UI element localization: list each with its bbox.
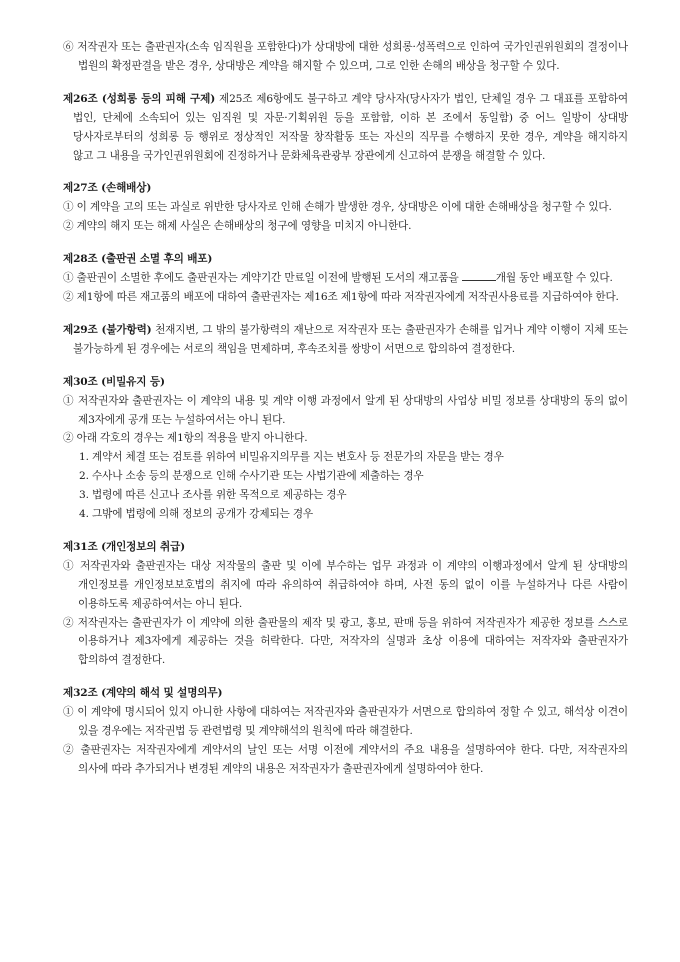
article-29-paragraph xyxy=(63,321,628,359)
article-30-subitem-2: 2. 수사나 소송 등의 분쟁으로 인해 수사기관 또는 사법기관에 제출하는 경우 xyxy=(79,470,424,483)
article-28 xyxy=(63,250,628,307)
article-26-paragraph xyxy=(63,90,628,166)
article-30-subitem-3: 3. 법령에 따른 신고나 조사를 위한 목적으로 제공하는 경우 xyxy=(79,489,347,502)
article-30-subitem-1: 1. 계약서 체결 또는 검토를 위하여 비밀유지의무를 지는 변호사 등 전문가의 자문을 받는 경우 xyxy=(79,451,504,464)
article-27-title: 제27조 (손해배상) xyxy=(63,182,152,195)
article-32-title: 제32조 (계약의 해석 및 설명의무) xyxy=(63,687,223,700)
article-27-item-2: ② 계약의 해지 또는 해제 사실은 손해배상의 청구에 영향을 미치지 아니한다. xyxy=(63,220,412,233)
article-32-item-1: ① 이 계약에 명시되어 있지 아니한 사항에 대하여는 저작권자와 출판권자가 서면으로 합의하여 정할 수 있고, 해석상 이견이 있을 경우에는 저작권법 등 관련법령 및 계약해석의 원칙에 따라 해결한다. xyxy=(63,706,628,738)
article-30-title: 제30조 (비밀유지 등) xyxy=(63,375,165,388)
article-31 xyxy=(63,538,628,670)
article-28-item-1-text-before: ① 출판권이 소멸한 후에도 출판권자는 계약기간 만료일 이전에 발행된 도서의 재고품을 xyxy=(63,272,462,285)
article-30-item-2: ② 아래 각호의 경우는 제1항의 적용을 받지 아니한다. xyxy=(63,432,308,445)
article-28-item-1 xyxy=(63,269,628,288)
article-32-item-2: ② 출판권자는 저작권자에게 계약서의 날인 또는 서명 이전에 계약서의 주요 내용을 설명하여야 한다. 다만, 저작권자의 의사에 따라 추가되거나 변경된 계약의 내용은 저작권자가 출판권자에게 설명하여야 한다. xyxy=(63,744,628,775)
article-29-title: 제29조 (불가항력) xyxy=(63,323,152,336)
article-26 xyxy=(63,90,628,166)
article-28-title: 제28조 (출판권 소멸 후의 배포) xyxy=(63,253,213,266)
article-32 xyxy=(63,684,628,779)
article-25-item-6: ⑥ 저작권자 또는 출판권자(소속 임직원을 포함한다)가 상대방에 대한 성희롱·성폭력으로 인하여 국가인권위원회의 결정이나 법원의 확정판결을 받은 경우, 상대방은 계약을 해지할 수 있으며, 그로 인한 손해의 배상을 청구할 수 있다. xyxy=(63,41,628,72)
article-31-item-1: ① 저작권자와 출판권자는 대상 저작물의 출판 및 이에 부수하는 업무 과정과 이 계약의 이행과정에서 알게 된 상대방의 개인정보를 개인정보보호법의 취지에 따라 유의하여 취급하여야 하며, 사전 동의 없이 이를 누설하거나 다른 사람이 이용하도록 제공하여서는 아니 된다. xyxy=(63,559,628,610)
article-30-subitem-4: 4. 그밖에 법령에 의해 정보의 공개가 강제되는 경우 xyxy=(79,508,313,521)
article-30-item-1: ① 저작권자와 출판권자는 이 계약의 내용 및 계약 이행 과정에서 알게 된 상대방의 사업상 비밀 정보를 상대방의 동의 없이 제3자에게 공개 또는 누설하여서는 아니 된다. xyxy=(63,394,628,426)
article-28-item-1-text-after: 개월 동안 배포할 수 있다. xyxy=(495,272,613,285)
article-31-item-2: ② 저작권자는 출판권자가 이 계약에 의한 출판물의 제작 및 광고, 홍보, 판매 등을 위하여 저작권자가 제공한 정보를 스스로 이용하거나 제3자에게 제공하는 것을 허락한다. 다만, 저작자의 실명과 초상 이용에 대하여는 저작자와 출판권자가 합의하여 결정한다. xyxy=(63,616,628,667)
article-26-title: 제26조 (성희롱 등의 피해 구제) xyxy=(63,92,216,105)
article-27-item-1: ① 이 계약을 고의 또는 과실로 위반한 당사자로 인해 손해가 발생한 경우, 상대방은 이에 대한 손해배상을 청구할 수 있다. xyxy=(63,201,612,214)
article-27 xyxy=(63,179,628,236)
article-30 xyxy=(63,373,628,524)
contract-page xyxy=(63,38,628,779)
article-29-body: 천재지변, 그 밖의 불가항력의 재난으로 저작권자 또는 출판권자가 손해를 입거나 계약 이행이 지체 또는 불가능하게 된 경우에는 서로의 책임을 면제하며, 후속조치를 쌍방이 서면으로 합의하여 결정한다. xyxy=(73,323,628,355)
article-28-item-2: ② 제1항에 따른 재고품의 배포에 대하여 출판권자는 제16조 제1항에 따라 저작권자에게 저작권사용료를 지급하여야 한다. xyxy=(63,290,619,303)
article-26-body: 제25조 제6항에도 불구하고 계약 당사자(당사자가 법인, 단체일 경우 그 대표를 포함하여 법인, 단체에 소속되어 있는 임직원 및 자문·기획위원 등을 포함함, 이하 본 조에서 동일함) 중 어느 일방이 상대방 당사자로부터의 성희롱 등 행위로 정상적인 저작물 창작활동 또는 자신의 직무를 수행하지 못한 경우, 계약을 해지하지 않고 그 내용을 국가인권위원회에 진정하거나 문화체육관광부 장관에게 신고하여 분쟁을 해결할 수 있다. xyxy=(73,92,628,162)
months-blank-field xyxy=(462,269,496,281)
article-31-title: 제31조 (개인정보의 취급) xyxy=(63,540,185,553)
article-29 xyxy=(63,321,628,359)
